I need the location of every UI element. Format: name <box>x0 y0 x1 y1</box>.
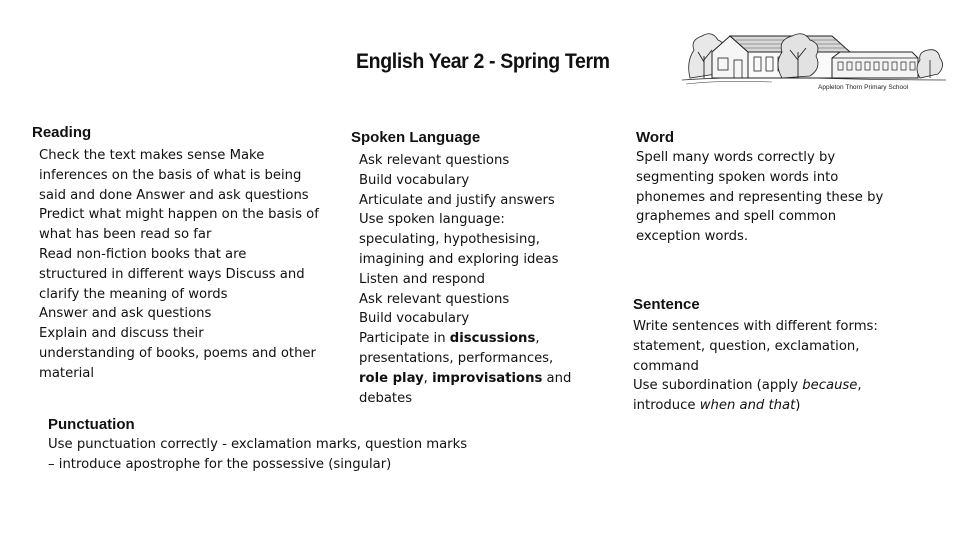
word-list <box>636 148 883 247</box>
punctuation-line: Use punctuation correctly - exclamation marks, question marks <box>48 437 468 452</box>
word-line: Spell many words correctly by <box>636 150 836 165</box>
punctuation-list <box>48 435 467 475</box>
reading-line: Read non-fiction books that are <box>39 246 247 262</box>
spoken-line: Articulate and justify answers <box>359 192 555 208</box>
reading-line: Answer and ask questions <box>39 306 212 322</box>
reading-line: understanding of books, poems and other <box>39 345 316 361</box>
close-paren: ) <box>795 398 801 414</box>
punctuation-heading: Punctuation <box>48 416 135 433</box>
sentence-list <box>633 317 878 416</box>
reading-line: structured in different ways Discuss and <box>39 266 305 282</box>
role-play-bold: role play <box>359 370 424 386</box>
spoken-roleplay-line <box>359 369 571 389</box>
reading-line: clarify the meaning of words <box>39 286 228 302</box>
reading-line: Check the text makes sense Make <box>39 148 265 163</box>
spoken-language-heading: Spoken Language <box>351 129 481 146</box>
sentence-heading: Sentence <box>633 296 700 313</box>
subordination-comma: , <box>857 378 862 394</box>
reading-list <box>39 146 319 384</box>
school-name-caption: Appleton Thorn Primary School <box>818 84 909 91</box>
improvisations-bold: improvisations <box>432 370 543 386</box>
page-title: English Year 2 - Spring Term <box>356 50 610 73</box>
spoken-line: debates <box>359 390 413 406</box>
reading-line: what has been read so far <box>39 227 212 243</box>
discussions-bold: discussions <box>449 331 536 347</box>
word-line: graphemes and spell common <box>636 209 837 225</box>
spoken-line: Ask relevant questions <box>359 153 510 168</box>
roleplay-separator: , <box>423 370 433 386</box>
sentence-line: statement, question, exclamation, <box>633 338 860 354</box>
subordination-prefix: Use subordination (apply <box>633 378 803 394</box>
spoken-line: Listen and respond <box>359 271 486 287</box>
spoken-line: speculating, hypothesising, <box>359 232 540 248</box>
reading-line: Explain and discuss their <box>39 326 204 342</box>
spoken-line: Build vocabulary <box>359 311 470 327</box>
because-italic: because <box>802 378 858 394</box>
when-and-that-italic: when and that <box>699 398 796 414</box>
word-line: exception words. <box>636 229 749 245</box>
spoken-participate-line <box>359 329 571 349</box>
sentence-line: command <box>633 358 699 374</box>
introduce-line <box>633 396 878 416</box>
punctuation-line: – introduce apostrophe for the possessive (singular) <box>48 456 392 472</box>
reading-line: Predict what might happen on the basis of <box>39 207 319 223</box>
spoken-line: Ask relevant questions <box>359 291 510 307</box>
reading-line: inferences on the basis of what is being <box>39 167 302 183</box>
participate-comma: , <box>535 331 540 347</box>
word-line: segmenting spoken words into <box>636 169 839 185</box>
word-line: phonemes and representing these by <box>636 189 884 205</box>
spoken-line: imagining and exploring ideas <box>359 251 559 267</box>
subordination-line <box>633 376 878 396</box>
spoken-language-list <box>359 151 571 408</box>
reading-line: material <box>39 365 95 381</box>
reading-line: said and done Answer and ask questions <box>39 187 309 203</box>
spoken-line: presentations, performances, <box>359 350 554 366</box>
roleplay-and: and <box>542 370 572 386</box>
reading-heading: Reading <box>32 124 92 141</box>
word-heading: Word <box>636 129 675 146</box>
spoken-line: Build vocabulary <box>359 172 470 188</box>
participate-prefix: Participate in <box>359 331 450 347</box>
spoken-line: Use spoken language: <box>359 212 505 228</box>
introduce-text: introduce <box>633 398 700 414</box>
sentence-line: Write sentences with different forms: <box>633 319 878 334</box>
